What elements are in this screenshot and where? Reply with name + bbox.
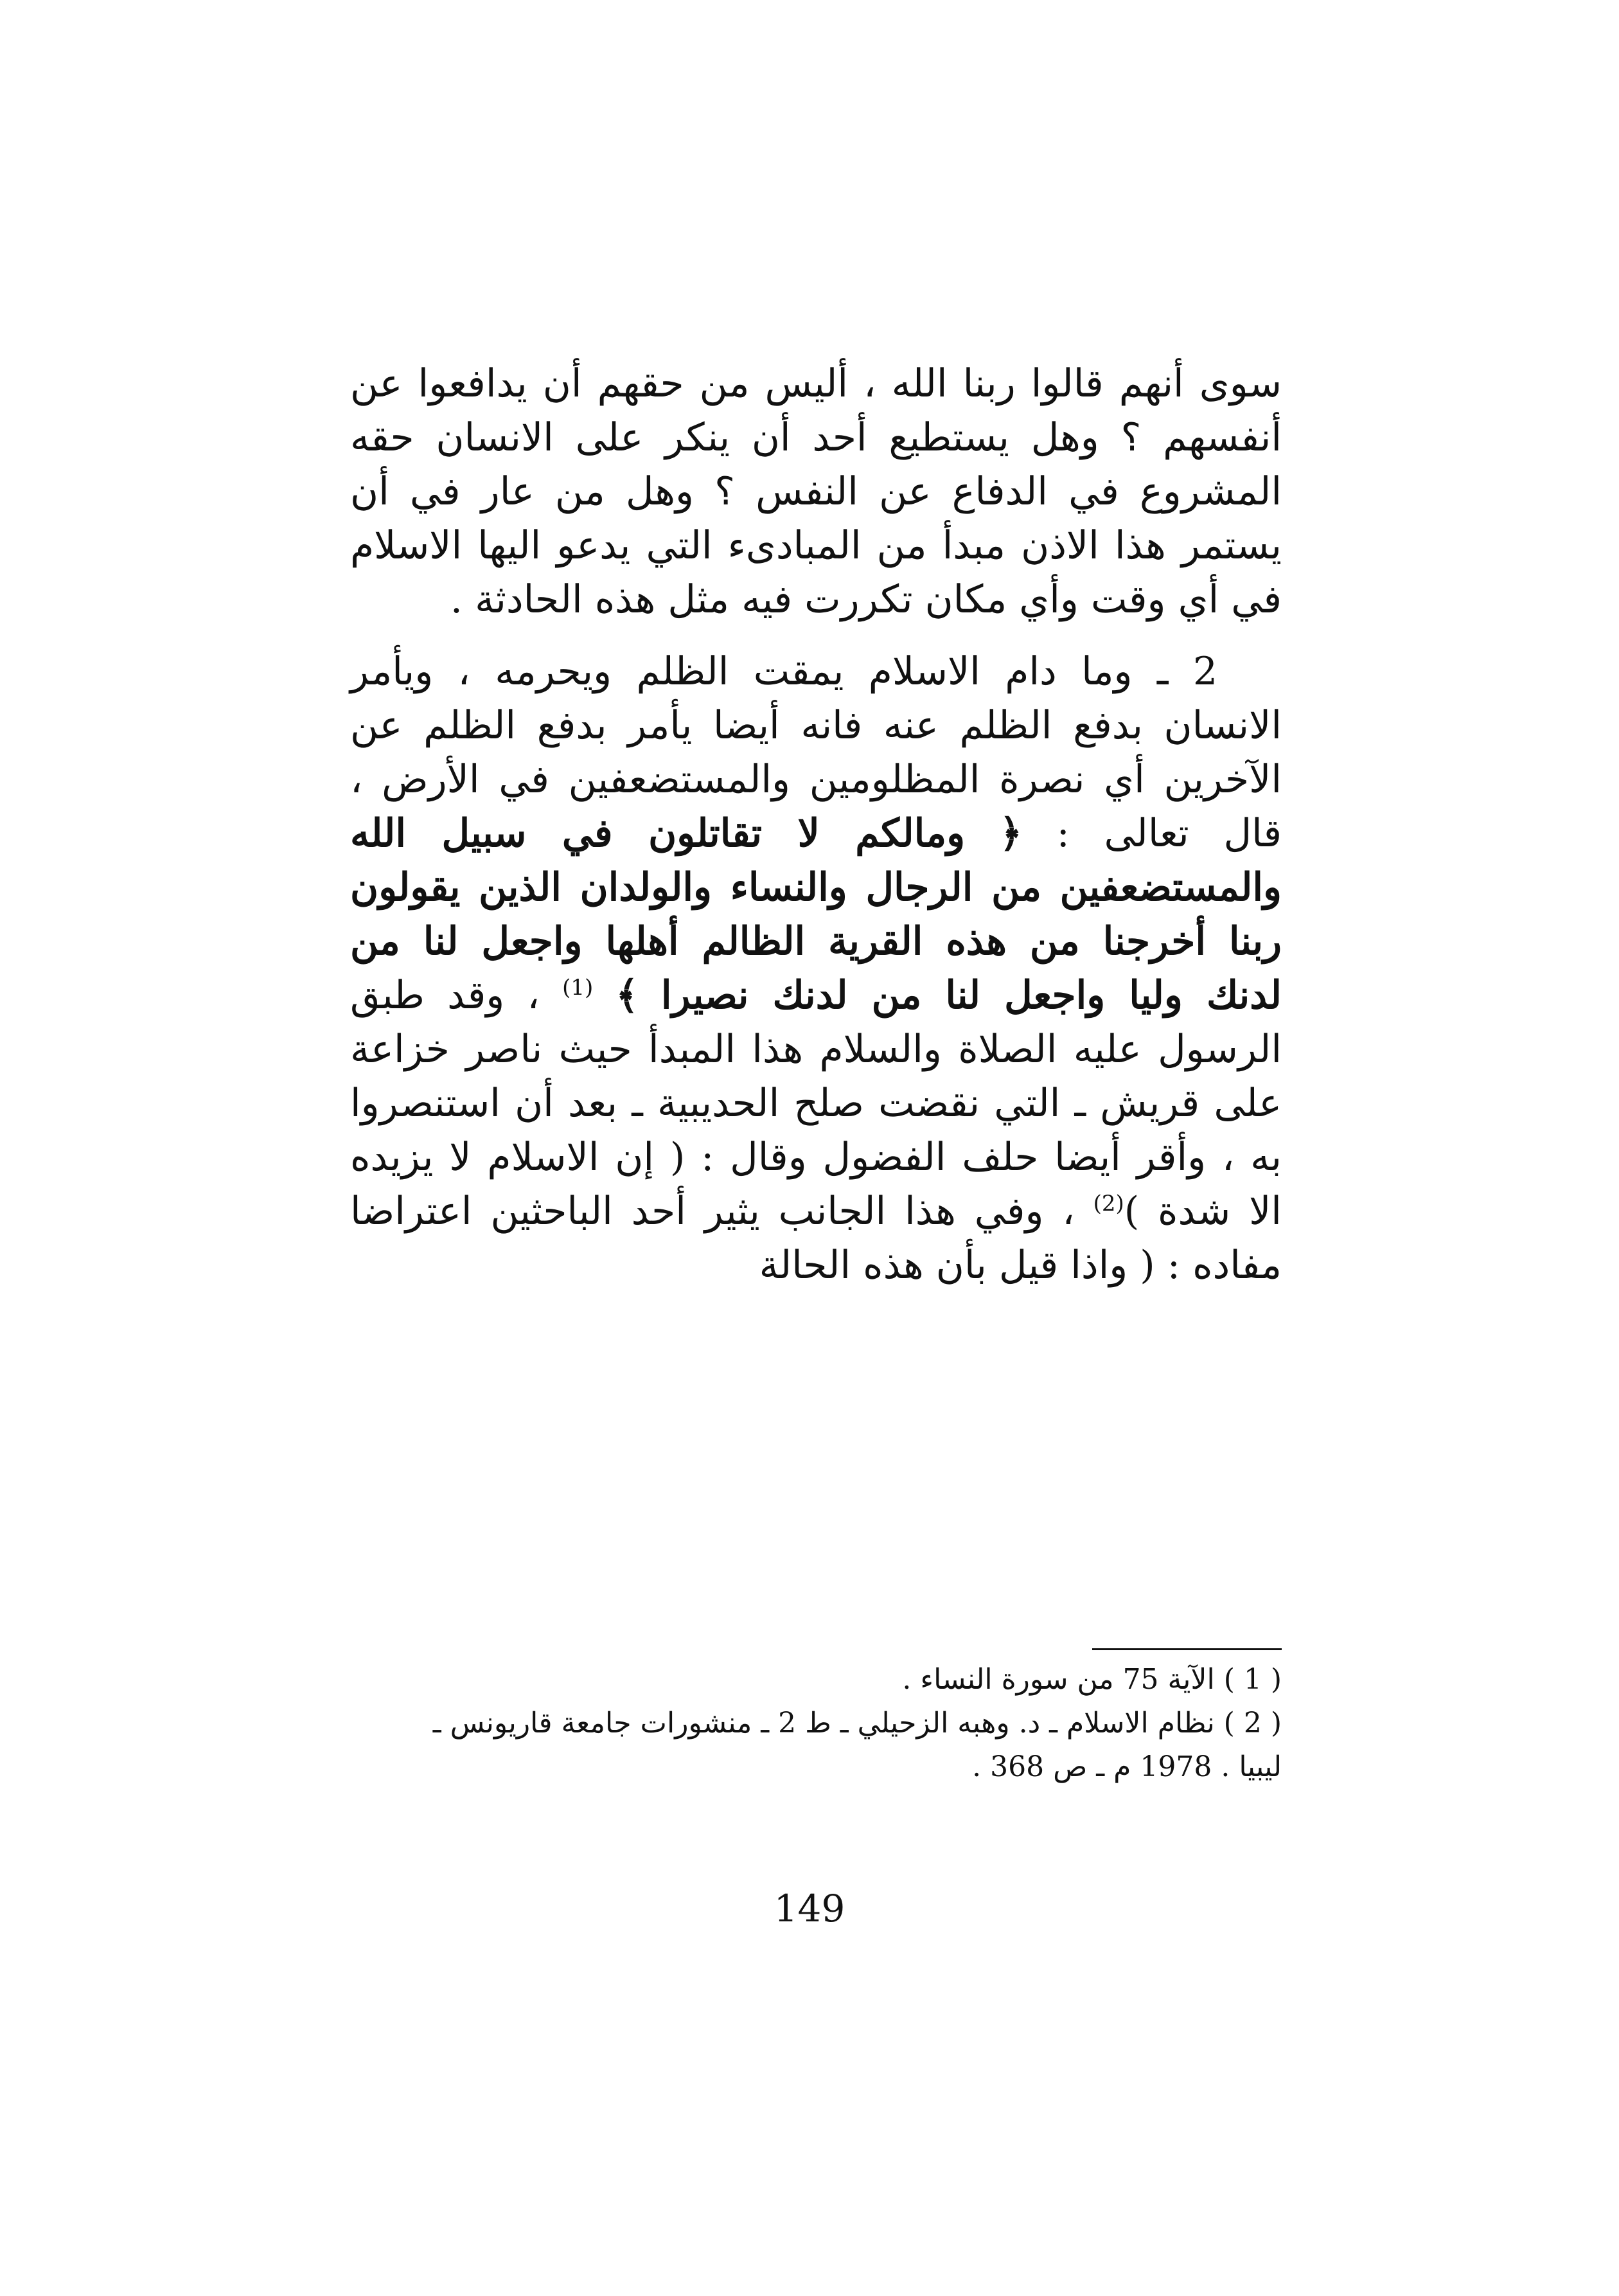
hadith-quote: ( إن الاسلام لا يزيده الا شدة ) — [350, 1135, 1282, 1234]
page-number: 149 — [774, 1887, 845, 1930]
quran-open-bracket: ﴿ — [999, 811, 1022, 856]
paragraph-2-intro: 2 ـ وما دام الاسلام يمقت الظلم ويحرمه ، ويأمر الانسان بدفع الظلم عنه فانه أيضا يأمر بدفع الظلم عن الآخرين أي نصرة المظلومين والمستضعفين في الأرض ، قال تعالى : — [350, 649, 1282, 856]
paragraph-2 — [350, 645, 1282, 1292]
paragraph-2-ending: ، وفي هذا الجانب يثير أحد الباحثين اعتراضا مفاده : ( واذا قيل بأن هذه الحالة — [350, 1189, 1282, 1288]
footnote-2-line-1: ( 2 ) نظام الاسلام ـ د. وهبه الزحيلي ـ ط 2 ـ منشورات جامعة قاريونس ـ — [432, 1707, 1282, 1740]
footnote-separator — [1092, 1648, 1282, 1650]
footnote-ref-1: (1) — [562, 975, 594, 1001]
quran-close-bracket: ﴾ — [615, 973, 639, 1018]
footnotes — [350, 1658, 1282, 1789]
main-text — [350, 357, 1282, 1292]
paragraph-2-middle: ، وقد طبق الرسول عليه الصلاة والسلام هذا المبدأ حيث ناصر خزاعة على قريش ـ التي نقضت صلح الحديبية ـ بعد أن استنصروا به ، وأقر أيضا حلف الفضول وقال : — [350, 973, 1282, 1180]
footnote-1: ( 1 ) الآية 75 من سورة النساء . — [902, 1663, 1282, 1696]
quran-verse: ومالكم لا تقاتلون في سبيل الله والمستضعفين من الرجال والنساء والولدان الذين يقولون ربنا أخرجنا من هذه القرية الظالم أهلها واجعل لنا من لدنك وليا واجعل لنا من لدنك نصيرا — [350, 811, 1282, 1018]
footnote-2-line-2: ليبيا . 1978 م ـ ص 368 . — [972, 1750, 1282, 1783]
paragraph-1-text: سوى أنهم قالوا ربنا الله ، أليس من حقهم أن يدافعوا عن أنفسهم ؟ وهل يستطيع أحد أن ينكر على الانسان حقه المشروع في الدفاع عن النفس ؟ وهل من عار في أن يستمر هذا الاذن مبدأ من المبادىء التي يدعو اليها الاسلام في أي وقت وأي مكان تكررت فيه مثل هذه الحادثة . — [350, 361, 1282, 622]
footnote-ref-2: (2) — [1093, 1191, 1124, 1216]
paragraph-1 — [350, 357, 1282, 627]
